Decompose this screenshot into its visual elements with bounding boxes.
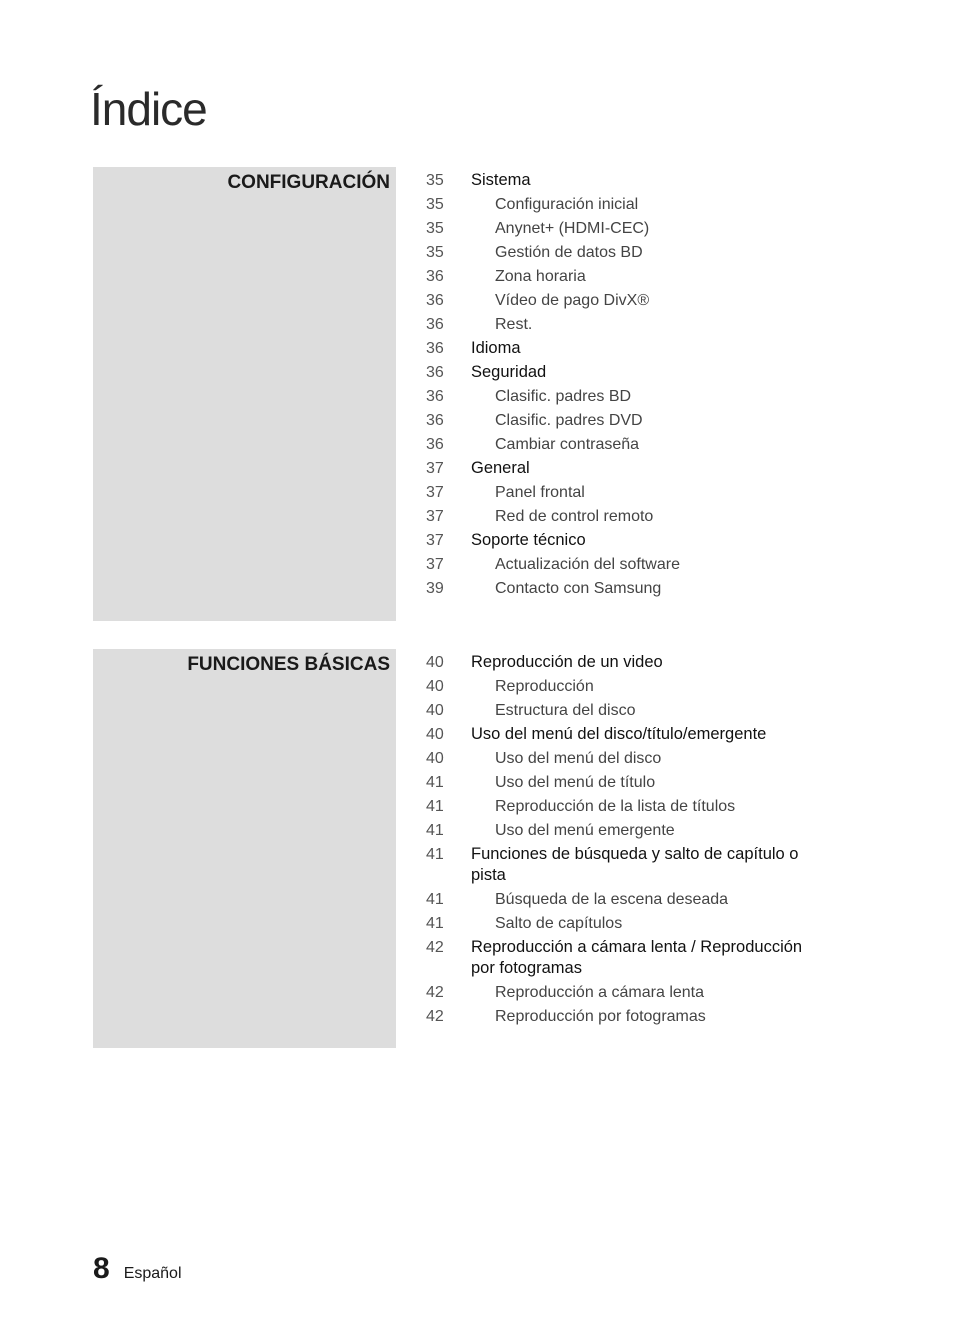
toc-subentry[interactable] (426, 433, 826, 457)
toc-page-number: 36 (426, 388, 444, 405)
toc-entry-label: Configuración inicial (495, 196, 639, 213)
toc-entry-label: Rest. (495, 316, 533, 333)
toc-entry-label: Gestión de datos BD (495, 244, 643, 261)
toc-entry-label: Sistema (471, 171, 531, 189)
toc-entry[interactable] (426, 529, 826, 553)
toc-page-number: 40 (426, 654, 444, 671)
toc-entry-label: Zona horaria (495, 268, 586, 285)
toc-entry-label: Actualización del software (495, 556, 680, 573)
toc-entry-label: Uso del menú de título (495, 774, 656, 791)
toc-page-number: 41 (426, 774, 444, 791)
toc-page-number: 41 (426, 798, 444, 815)
toc-entry-label: Reproducción a cámara lenta (495, 984, 705, 1001)
toc-page-number: 40 (426, 702, 444, 719)
toc-subentry[interactable] (426, 313, 826, 337)
toc-page-number: 39 (426, 580, 444, 597)
toc-subentry[interactable] (426, 699, 826, 723)
toc-page-number: 36 (426, 316, 444, 333)
toc-entry-label: Uso del menú del disco (495, 750, 662, 767)
toc-entry-label: Reproducción de un video (471, 653, 663, 671)
toc-entry-label: Clasific. padres BD (495, 388, 632, 405)
toc-page-number: 42 (426, 1008, 444, 1025)
toc-subentry[interactable] (426, 771, 826, 795)
toc-subentry[interactable] (426, 241, 826, 265)
toc-entry-label: Reproducción de la lista de títulos (495, 798, 736, 815)
toc-entry-label: Contacto con Samsung (495, 580, 662, 597)
toc-subentry[interactable] (426, 888, 826, 912)
toc-page-number: 41 (426, 822, 444, 839)
language-label: Español (123, 1265, 182, 1282)
toc-entry[interactable] (426, 337, 826, 361)
toc-page-number: 37 (426, 508, 444, 525)
toc-entry-label: Seguridad (471, 363, 547, 381)
section-heading: CONFIGURACIÓN (227, 172, 390, 193)
toc-subentry[interactable] (426, 747, 826, 771)
toc-subentry[interactable] (426, 1005, 826, 1029)
toc-entry[interactable] (426, 361, 826, 385)
toc-entry[interactable] (426, 843, 826, 888)
toc-subentry[interactable] (426, 265, 826, 289)
toc-page-number: 40 (426, 678, 444, 695)
toc-page-number: 37 (426, 460, 444, 477)
toc-entry-label: Idioma (471, 339, 521, 357)
toc-subentry[interactable] (426, 795, 826, 819)
toc-page-number: 35 (426, 196, 444, 213)
toc-subentry[interactable] (426, 819, 826, 843)
toc-page-number: 36 (426, 364, 444, 381)
toc-page-number: 41 (426, 915, 444, 932)
toc-entry[interactable] (426, 169, 826, 193)
toc-subentry[interactable] (426, 912, 826, 936)
toc-subentry[interactable] (426, 553, 826, 577)
section-heading: FUNCIONES BÁSICAS (187, 654, 390, 675)
toc-page-number: 35 (426, 172, 444, 189)
section-label-box (93, 167, 396, 621)
toc-subentry[interactable] (426, 577, 826, 601)
toc-entry-list (426, 169, 826, 601)
toc-subentry[interactable] (426, 505, 826, 529)
page-number: 8 (93, 1252, 110, 1285)
toc-subentry[interactable] (426, 409, 826, 433)
toc-entry-label: Funciones de búsqueda y salto de capítulo o pista (471, 845, 799, 884)
toc-subentry[interactable] (426, 193, 826, 217)
toc-subentry[interactable] (426, 981, 826, 1005)
toc-entry[interactable] (426, 723, 826, 747)
page-footer (93, 1252, 182, 1286)
toc-page-number: 35 (426, 220, 444, 237)
toc-entry-label: Reproducción por fotogramas (495, 1008, 706, 1025)
toc-page-number: 41 (426, 846, 444, 863)
toc-entry-label: Red de control remoto (495, 508, 654, 525)
toc-subentry[interactable] (426, 217, 826, 241)
toc-entry-label: Soporte técnico (471, 531, 586, 549)
toc-page-number: 36 (426, 412, 444, 429)
toc-page-number: 37 (426, 556, 444, 573)
toc-subentry[interactable] (426, 481, 826, 505)
toc-entry-list (426, 651, 826, 1029)
toc-page-number: 36 (426, 292, 444, 309)
toc-page-number: 42 (426, 939, 444, 956)
toc-entry[interactable] (426, 936, 826, 981)
toc-subentry[interactable] (426, 675, 826, 699)
toc-page-number: 35 (426, 244, 444, 261)
toc-entry-label: Panel frontal (495, 484, 585, 501)
toc-subentry[interactable] (426, 385, 826, 409)
toc-page-number: 36 (426, 268, 444, 285)
toc-entry-label: Estructura del disco (495, 702, 636, 719)
toc-subentry[interactable] (426, 289, 826, 313)
toc-page-number: 36 (426, 436, 444, 453)
toc-entry-label: Uso del menú del disco/título/emergente (471, 725, 767, 743)
section-label-box (93, 649, 396, 1048)
toc-entry-label: Uso del menú emergente (495, 822, 675, 839)
toc-entry-label: Clasific. padres DVD (495, 412, 643, 429)
toc-entry-label: Anynet+ (HDMI-CEC) (495, 220, 650, 237)
page-title: Índice (90, 83, 207, 135)
toc-page-number: 37 (426, 484, 444, 501)
toc-entry-label: General (471, 459, 530, 477)
toc-page-number: 40 (426, 726, 444, 743)
toc-entry-label: Salto de capítulos (495, 915, 623, 932)
toc-entry-label: Vídeo de pago DivX® (495, 292, 650, 309)
toc-entry-label: Búsqueda de la escena deseada (495, 891, 729, 908)
toc-page-number: 40 (426, 750, 444, 767)
toc-page-number: 37 (426, 532, 444, 549)
toc-entry[interactable] (426, 651, 826, 675)
toc-entry-label: Reproducción (495, 678, 594, 695)
toc-page-number: 36 (426, 340, 444, 357)
toc-entry-label: Cambiar contraseña (495, 436, 640, 453)
toc-page-number: 42 (426, 984, 444, 1001)
toc-page-number: 41 (426, 891, 444, 908)
toc-entry-label: Reproducción a cámara lenta / Reproducción por fotogramas (471, 938, 803, 977)
toc-entry[interactable] (426, 457, 826, 481)
